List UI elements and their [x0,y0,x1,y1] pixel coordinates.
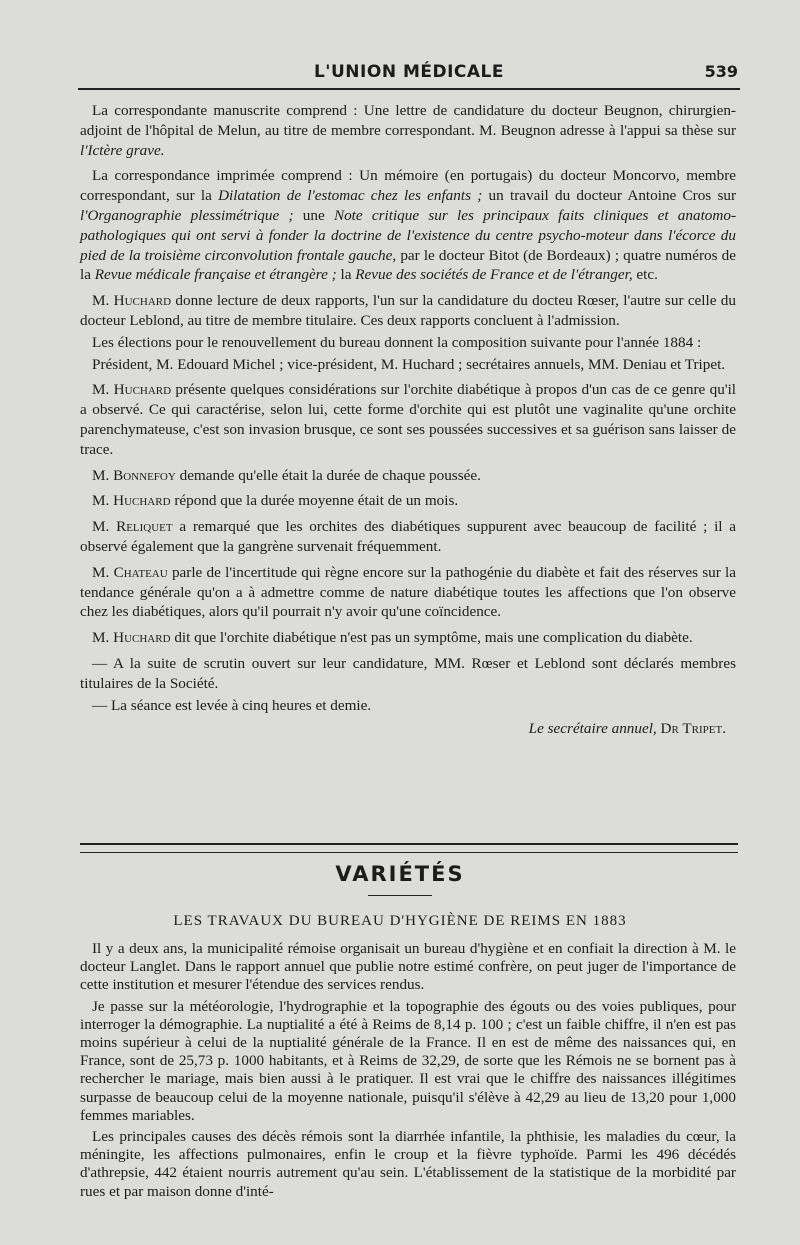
paragraph-closing: — La séance est levée à cinq heures et demie. [92,696,372,714]
paragraph-elections: Les élections pour le renouvellement du bureau donnent la composition suivante pour l'année 1884 : [92,333,702,351]
section-title: VARIÉTÉS [335,862,465,886]
paragraph-correspondence-printed: La correspondance imprimée comprend : Un mémoire (en portugais) du docteur Moncorvo, membre correspondant, sur la Dilatation de l'estomac chez les enfants ; un travail du docteur Antoine Cros sur l'Organographie plessimétrique ; une Note critique sur les principaux faits cliniques et anatomo-pathologiques qui ont servi à fonder la doctrine de l'existence du centre psycho-moteur dans l'écorce du pied de la troisième circonvolution frontale gauche, par le docteur Bitot (de Bordeaux) ; quatre numéros de la Revue médicale française et étrangère ; la Revue des sociétés de France et de l'étranger, etc. [80,167,737,284]
header-rule [78,88,740,90]
secretary-signature: Le secrétaire annuel, Dr Tripet. [528,720,726,738]
paragraph-chateau: M. Chateau parle de l'incertitude qui règne encore sur la pathogénie du diabète et fait des réserves sur la tendance générale qu'on a à admettre comme de nature diabétique toutes les affections que l'on observe chez les diabétiques, alors qu'il pourrait n'y avoir qu'une coïncidence. [80,563,737,621]
article-paragraph: Les principales causes des décès rémois sont la diarrhée infantile, la phthisie, les maladies du cœur, la méningite, les affections pulmonaires, enfin le croup et la fièvre typhoïde. Parmi les 496 décédés d'athrepsie, 442 étaient nourris autrement qu'au sein. L'établissement de la statistique de la morbidité par rues et par maison donne d'inté- [80,1128,736,1200]
paragraph-correspondence-manuscript: La correspondante manuscrite comprend : Une lettre de candidature du docteur Beugnon, chirurgien-adjoint de l'hôpital de Melun, au titre de membre correspondant. M. Beugnon adresse à l'appui sa thèse sur l'Ictère grave. [80,102,736,159]
paragraph-scrutin: — A la suite de scrutin ouvert sur leur candidature, MM. Rœser et Leblond sont déclarés membres titulaires de la Société. [80,654,736,692]
title-underline [368,895,432,896]
society-minutes [80,101,736,739]
journal-title: L'UNION MÉDICALE [313,62,505,82]
paragraph-bureau: Président, M. Edouard Michel ; vice-président, M. Huchard ; secrétaires annuels, MM. Deniau et Tripet. [92,355,726,373]
paragraph-orchite: M. Huchard présente quelques considérations sur l'orchite diabétique à propos d'un cas de ce genre qu'il a observé. Ce qui caractérise, selon lui, cette forme d'orchite qui est plutôt une vaginalite qu'une orchite parenchymateuse, c'est son invasion brusque, ce sont ses poussées successives et sa guérison sans laisser de trace. [80,381,737,458]
paragraph-complication: M. Huchard dit que l'orchite diabétique n'est pas un symptôme, mais une complication du diabète. [92,629,693,647]
paragraph-huchard-reply: M. Huchard répond que la durée moyenne était de un mois. [92,492,459,510]
running-header [78,58,740,86]
article-paragraph: Je passe sur la météorologie, l'hydrographie et la topographie des égouts ou des voies publiques, pour interroger la démographie. La nuptialité a été à Reims de 8,14 p. 100 ; c'est un faible chiffre, il n'en est pas moins supérieur à celui de la nuptialité générale de la France. Il en est de même des naissances qui, en France, sont de 25,73 p. 1000 habitants, et à Reims de 32,29, de sorte que les Rémois ne se bornent pas à rechercher le mariage, mais bien aussi à le pratiquer. Il est vrai que le chiffre des naissances illégitimes surpasse de beaucoup celui de la moyenne nationale, puisqu'il s'élève à 42,29 au lieu de 13,20 pour 1,000 femmes mariables. [80,997,736,1124]
paragraph-reports: M. Huchard donne lecture de deux rapports, l'un sur la candidature du docteu Rœser, l'autre sur celle du docteur Leblond, au titre de membre titulaire. Ces deux rapports concluent à l'admission. [80,292,736,329]
article-paragraph: Il y a deux ans, la municipalité rémoise organisait un bureau d'hygiène et en confiait la direction à M. le docteur Langlet. Dans le rapport annuel que publie notre estimé confrère, on peut juger de l'importance de cette institution et mesurer l'étendue des services rendus. [80,940,736,994]
page-number: 539 [704,62,738,81]
section-divider [80,843,738,853]
article-title: LES TRAVAUX DU BUREAU D'HYGIÈNE DE REIMS EN 1883 [173,913,627,929]
paragraph-reliquet: M. Reliquet a remarqué que les orchites des diabétiques suppurent avec beaucoup de facilité ; il a observé également que la gangrène survenait fréquemment. [80,518,736,555]
article-body [80,940,736,1204]
paragraph-bonnefoy: M. Bonnefoy demande qu'elle était la durée de chaque poussée. [92,466,481,484]
